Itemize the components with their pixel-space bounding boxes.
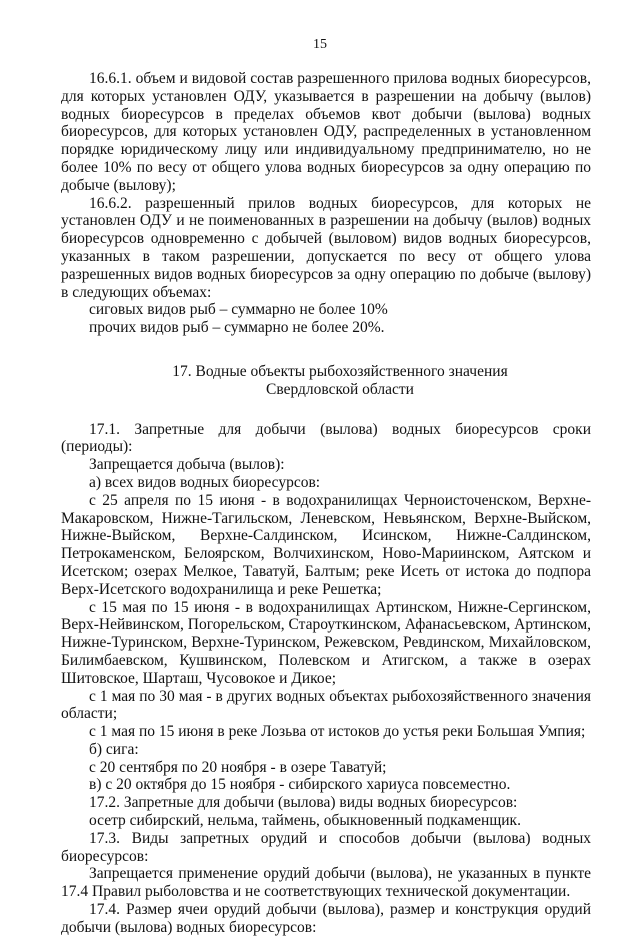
section-title-line2: Свердловской области [266,380,414,398]
paragraph-may-15: с 15 мая по 15 июня - в водохранилищах Артинском, Нижне-Сергинском, Верх-Нейвинском, Погорельском, Староуткинском, Афанасьевском, Артинском, Нижне-Туринском, Верхне-Туринском, Режевском, Ревдинском, Михайловском, Билимбаевском, Кушвинском, Полевском и Атигском, а также в озерах Шитовское, Шарташ, Чусовокое и Дикое; [61,598,591,687]
paragraph-17-4: 17.4. Размер ячеи орудий добычи (вылова), размер и конструкция орудий добычи (вылова) водных биоресурсов: [61,901,591,936]
paragraph-prohibited: Запрещается добыча (вылов): [89,456,285,474]
list-item-v: в) с 20 октября до 15 ноября - сибирского хариуса повсеместно. [89,776,511,794]
paragraph-apr-25: с 25 апреля по 15 июня - в водохранилищах Черноисточенском, Верхне-Макаровском, Нижне-Тагильском, Леневском, Невьянском, Верхне-Выйском, Нижне-Выйском, Верхне-Салдинском, Исинском, Нижне-Салдинском, Петрокаменском, Белоярском, Волчихинском, Ново-Мариинском, Аятском и Исетском; озерах Мелкое, Таватуй, Балтым; реке Исеть от истока до подпора Верх-Исетского водохранилища и реке Решетка; [61,491,591,598]
paragraph-may-1-other: с 1 мая по 30 мая - в других водных объектах рыбохозяйственного значения области; [61,687,591,723]
paragraph-16-6-1: 16.6.1. объем и видовой состав разрешенного прилова водных биоресурсов, для которых установлен ОДУ, указывается в разрешении на добычу (вылов) водных биоресурсов в пределах объемов квот добычи (вылова) водных биоресурсов, для которых установлен ОДУ, распределенных в установленном порядке юридическому лицу или индивидуальному предпринимателю, но не более 10% по весу от общего улова водных биоресурсов за одну операцию по добыче (вылову); [61,70,591,194]
spacer [61,399,591,421]
list-item-a: а) всех видов водных биоресурсов: [89,473,321,491]
paragraph-lozva: с 1 мая по 15 июня в реке Лозьва от истоков до устья реки Большая Умпия; [89,723,586,741]
paragraph-17-1: 17.1. Запретные для добычи (вылова) водных биоресурсов сроки (периоды): [61,420,591,456]
spacer [61,337,591,363]
list-item-other-fish: прочих видов рыб – суммарно не более 20%. [89,319,385,337]
page-number: 15 [313,37,327,52]
paragraph-17-2: 17.2. Запретные для добычи (вылова) виды водных биоресурсов: [89,794,518,812]
document-body [61,70,591,937]
paragraph-species-list: осетр сибирский, нельма, таймень, обыкновенный подкаменщик. [89,812,521,830]
paragraph-16-6-2: 16.6.2. разрешенный прилов водных биоресурсов, для которых не установлен ОДУ и не поименованных в разрешении на добычу (вылов) водных биоресурсов одновременно с добычей (выловом) видов водных биоресурсов, указанных в таком разрешении, допускается по весу от общего улова разрешенных видов водных биоресурсов за одну операцию по добыче (вылову) в следующих объемах: [61,194,591,301]
paragraph-tavatui: с 20 сентября по 20 ноября - в озере Таватуй; [89,758,387,776]
list-item-sig-fish: сиговых видов рыб – суммарно не более 10% [89,301,388,319]
paragraph-17-3: 17.3. Виды запретных орудий и способов добычи (вылова) водных биоресурсов: [61,829,591,865]
paragraph-gear-prohibited: Запрещается применение орудий добычи (вылова), не указанных в пункте 17.4 Правил рыболовства и не соответствующих технической документации. [61,865,591,901]
section-title-line1: 17. Водные объекты рыбохозяйственного значения [172,362,508,380]
list-item-b: б) сига: [89,740,139,758]
